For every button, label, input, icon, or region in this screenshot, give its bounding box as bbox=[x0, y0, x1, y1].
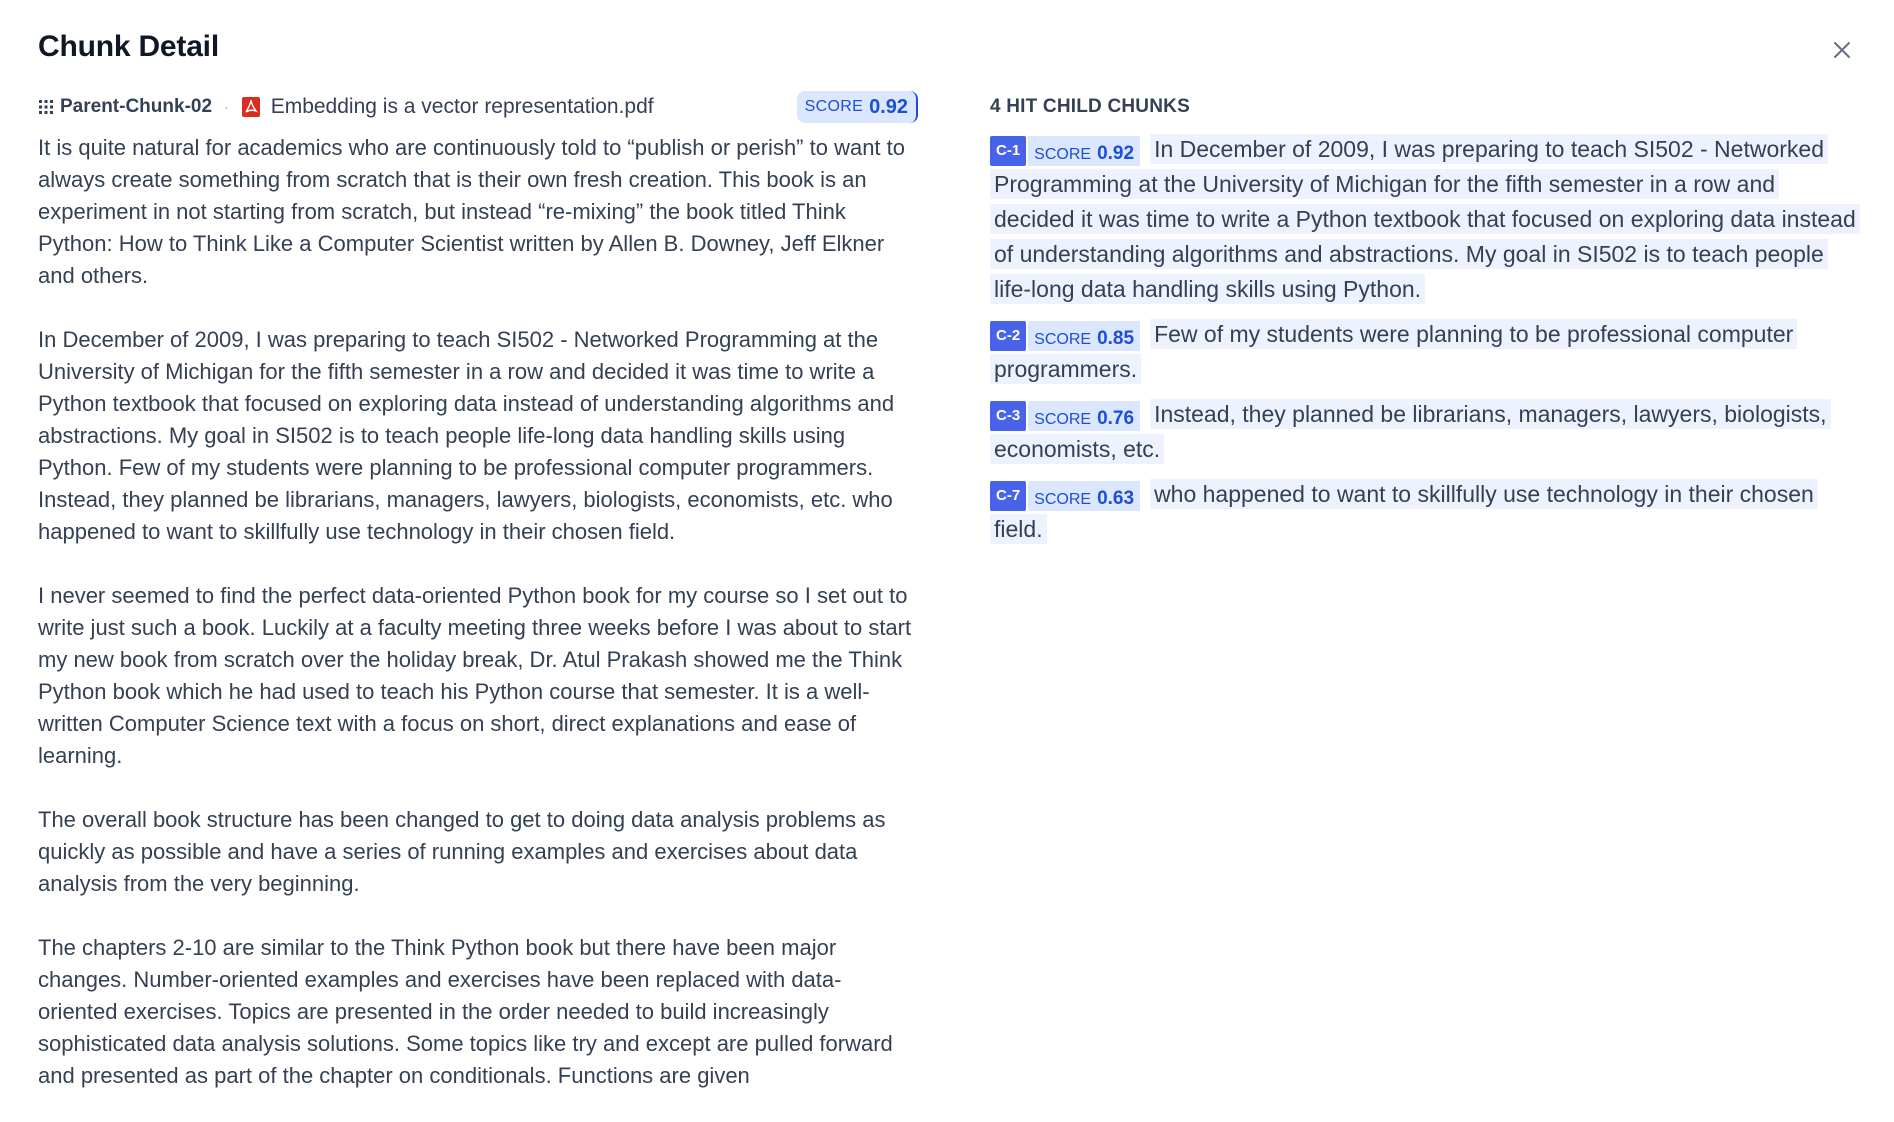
score-label: SCORE bbox=[1034, 145, 1092, 163]
hit-chunks-heading: 4 HIT CHILD CHUNKS bbox=[990, 96, 1190, 117]
child-chunk[interactable] bbox=[990, 397, 1858, 467]
chunk-tag: C-3 bbox=[990, 401, 1026, 431]
child-chunk[interactable] bbox=[990, 317, 1858, 387]
paragraph: I never seemed to find the perfect data-oriented Python book for my course so I set out to write just such a book. Luckily at a faculty meeting three weeks before I was about to start my new book from scratch over the holiday break, Dr. Atul Prakash showed me the Think Python book which he had used to teach his Python course that semester. It is a well-written Computer Science text with a focus on short, direct explanations and ease of learning. bbox=[38, 583, 912, 768]
chunk-score-badge bbox=[1028, 481, 1140, 511]
chunk-tag: C-2 bbox=[990, 321, 1026, 351]
score-value: 0.92 bbox=[869, 95, 908, 118]
chunk-text: Few of my students were planning to be professional computer programmers. bbox=[990, 319, 1797, 384]
parent-chunk-content bbox=[38, 132, 918, 1092]
paragraph: The overall book structure has been changed to get to doing data analysis problems as quickly as possible and have a series of running examples and exercises about data analysis from the very beginning. bbox=[38, 807, 886, 896]
grid-icon bbox=[38, 99, 54, 115]
score-value: 0.76 bbox=[1097, 407, 1135, 429]
pdf-icon bbox=[241, 96, 261, 118]
chunk-text: Instead, they planned be librarians, managers, lawyers, biologists, economists, etc. bbox=[990, 399, 1831, 464]
close-button[interactable] bbox=[1824, 32, 1860, 68]
paragraph: The chapters 2-10 are similar to the Think Python book but there have been major changes. Number-oriented examples and exercises have been replaced with data-oriented exercises. Topics are presented in the order needed to build increasingly sophisticated data analysis solutions. Some topics like try and except are pulled forward and presented as part of the chapter on conditionals. Functions are given bbox=[38, 935, 893, 1088]
parent-chunk-meta bbox=[38, 90, 918, 124]
meta-separator: · bbox=[224, 99, 229, 115]
score-label: SCORE bbox=[1034, 490, 1092, 508]
modal-title: Chunk Detail bbox=[38, 30, 219, 63]
document-name[interactable]: Embedding is a vector representation.pdf bbox=[270, 95, 654, 118]
parent-chunk-label: Parent-Chunk-02 bbox=[60, 96, 213, 117]
parent-score-badge bbox=[797, 91, 918, 123]
chunk-tag: C-1 bbox=[990, 136, 1026, 166]
score-label: SCORE bbox=[1034, 330, 1092, 348]
score-value: 0.92 bbox=[1097, 142, 1135, 164]
chunk-text: In December of 2009, I was preparing to teach SI502 - Networked Programming at the University of Michigan for the fifth semester in a row and decided it was time to write a Python textbook that focused on exploring data instead of understanding algorithms and abstractions. My goal in SI502 is to teach people life-long data handling skills using Python. bbox=[990, 134, 1860, 304]
paragraph: It is quite natural for academics who are continuously told to “publish or perish” to want to always create something from scratch that is their own fresh creation. This book is an experiment in not starting from scratch, but instead “re-mixing” the book titled Think Python: How to Think Like a Computer Scientist written by Allen B. Downey, Jeff Elkner and others. bbox=[38, 135, 906, 288]
hit-chunks-panel bbox=[990, 96, 1858, 557]
parent-chunk-panel bbox=[38, 90, 918, 1122]
close-icon bbox=[1833, 41, 1851, 59]
score-label: SCORE bbox=[804, 98, 864, 115]
chunk-score-badge bbox=[1028, 136, 1140, 166]
score-value: 0.85 bbox=[1097, 327, 1135, 349]
paragraph: In December of 2009, I was preparing to teach SI502 - Networked Programming at the University of Michigan for the fifth semester in a row and decided it was time to write a Python textbook that focused on exploring data instead of understanding algorithms and abstractions. My goal in SI502 is to teach people life-long data handling skills using Python. Few of my students were planning to be professional computer programmers. Instead, they planned be librarians, managers, lawyers, biologists, economists, etc. who happened to want to skillfully use technology in their chosen field. bbox=[38, 327, 895, 544]
score-value: 0.63 bbox=[1097, 487, 1135, 509]
score-label: SCORE bbox=[1034, 410, 1092, 428]
child-chunk[interactable] bbox=[990, 477, 1858, 547]
child-chunk[interactable] bbox=[990, 132, 1858, 307]
chunk-score-badge bbox=[1028, 321, 1140, 351]
chunk-tag: C-7 bbox=[990, 481, 1026, 511]
chunk-text: who happened to want to skillfully use technology in their chosen field. bbox=[990, 479, 1818, 544]
chunk-score-badge bbox=[1028, 401, 1140, 431]
